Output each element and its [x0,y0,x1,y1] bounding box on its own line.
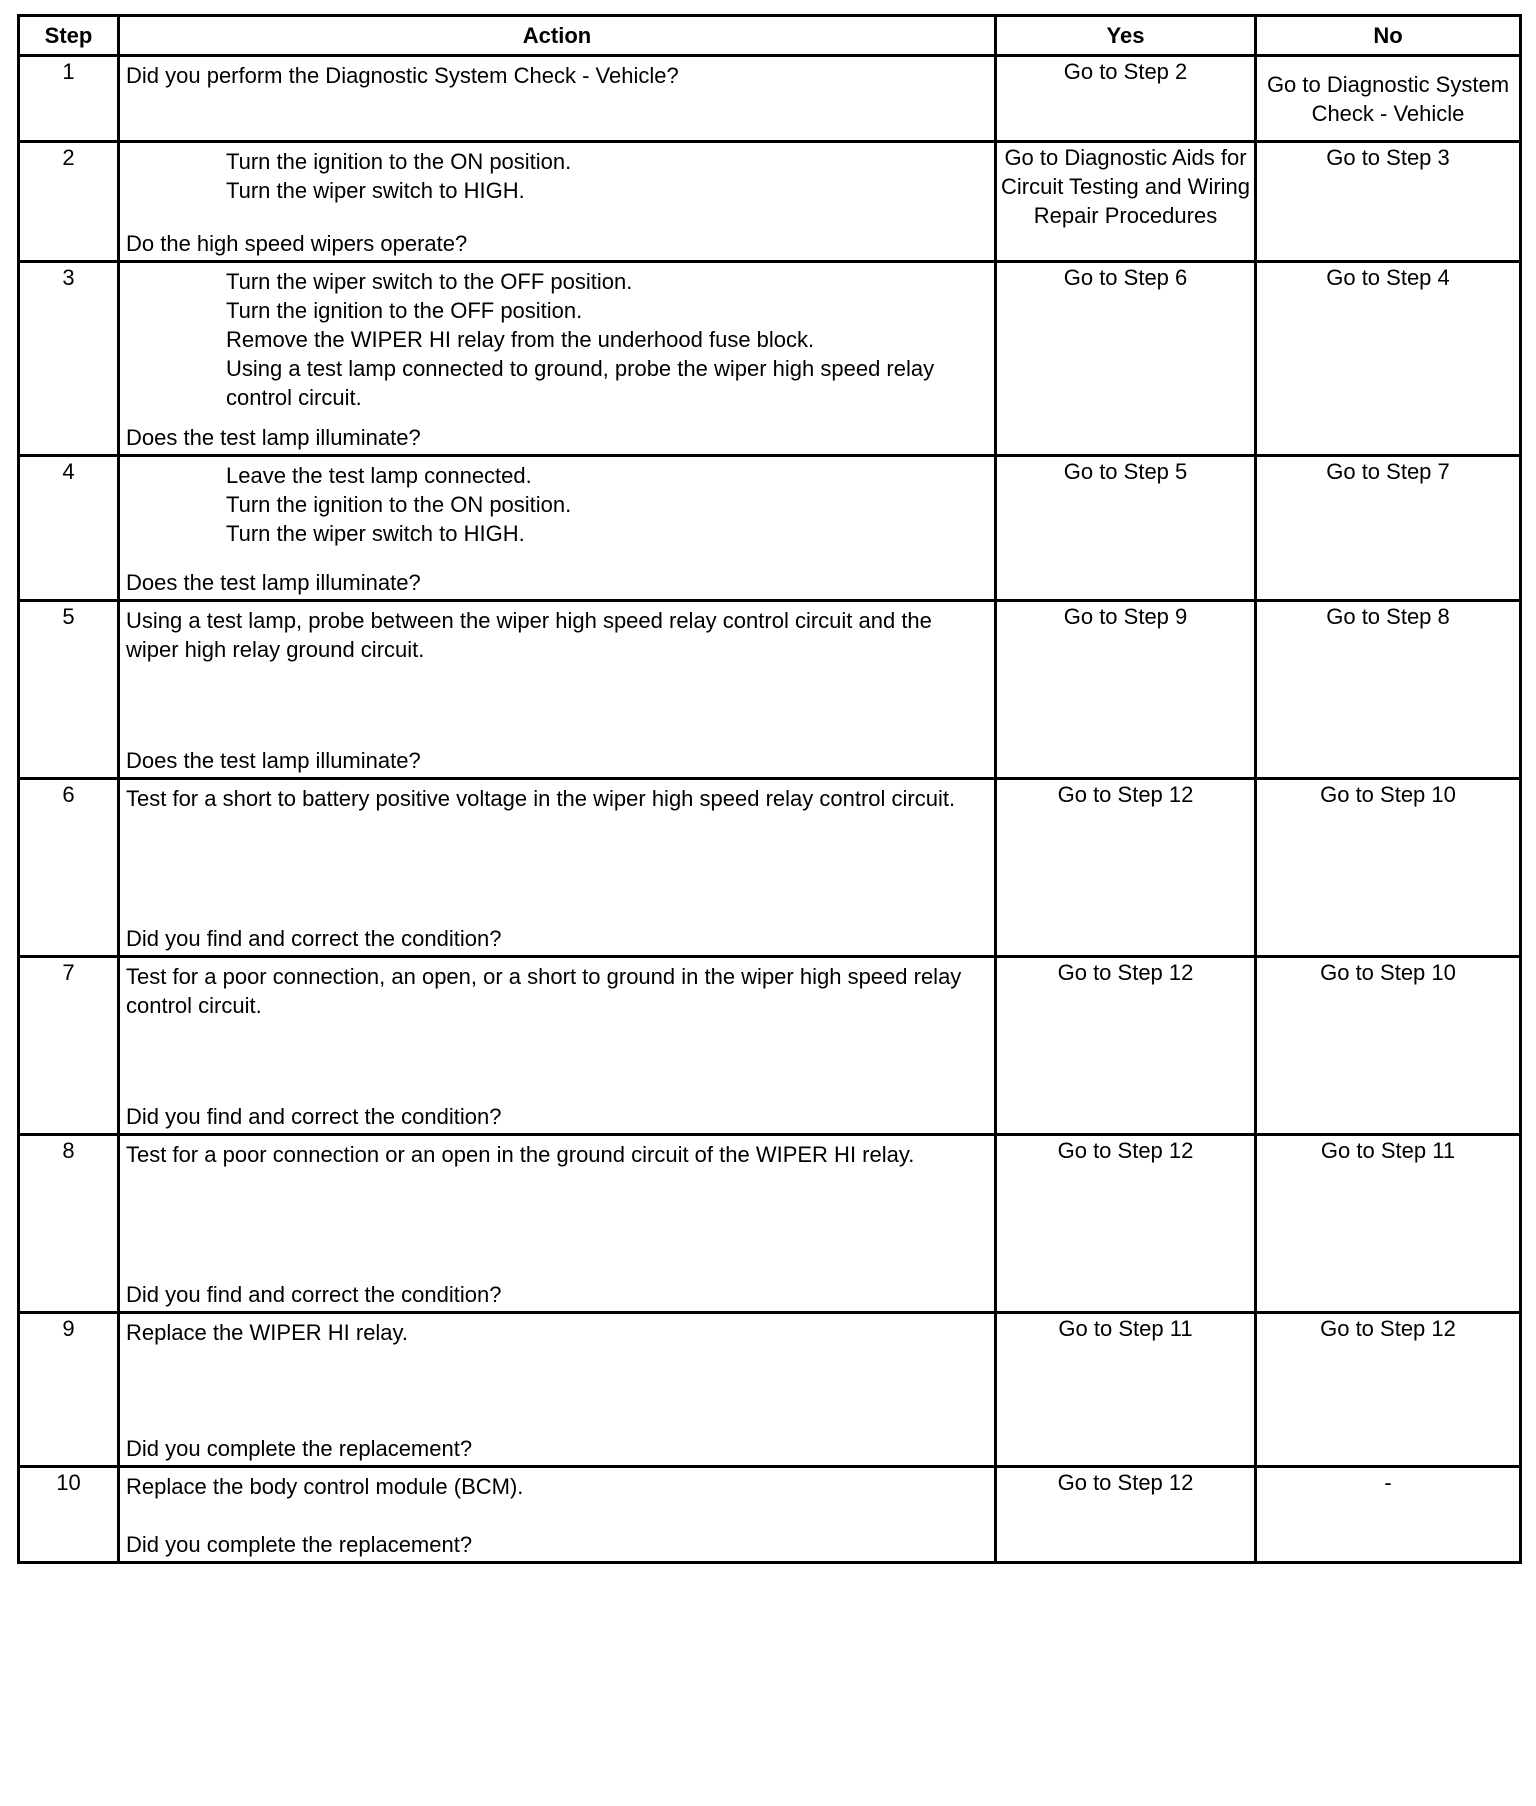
step-number: 2 [19,142,119,262]
action-cell [119,1313,996,1467]
no-result: - [1256,1467,1521,1563]
no-result: Go to Step 7 [1256,456,1521,601]
table-row [19,1467,1521,1563]
action-steps [126,606,990,664]
no-result: Go to Step 3 [1256,142,1521,262]
action-step-text: Test for a poor connection, an open, or a short to ground in the wiper high speed relay control circuit. [126,964,962,1018]
action-step-text: Replace the WIPER HI relay. [126,1320,409,1345]
header-no: No [1256,16,1521,56]
action-step-text: Turn the wiper switch to the OFF position. [226,269,633,294]
step-number: 10 [19,1467,119,1563]
header-step: Step [19,16,119,56]
action-cell [119,142,996,262]
action-cell [119,779,996,957]
yes-result: Go to Step 9 [996,601,1256,779]
yes-result: Go to Diagnostic Aids for Circuit Testing and Wiring Repair Procedures [996,142,1256,262]
step-number: 1 [19,56,119,142]
no-result: Go to Step 8 [1256,601,1521,779]
no-result: Go to Step 11 [1256,1135,1521,1313]
action-question: Did you complete the replacement? [126,1532,473,1557]
action-cell [119,957,996,1135]
header-action: Action [119,16,996,56]
action-steps [126,147,990,205]
table-row [19,142,1521,262]
action-step-text: Using a test lamp connected to ground, probe the wiper high speed relay control circuit. [226,356,935,410]
action-step-text: Turn the ignition to the OFF position. [226,298,583,323]
diagnostic-table [17,14,1522,1564]
action-step-text: Replace the body control module (BCM). [126,1474,524,1499]
action-step-text: Remove the WIPER HI relay from the underhood fuse block. [226,327,815,352]
yes-result: Go to Step 12 [996,1135,1256,1313]
yes-result: Go to Step 12 [996,779,1256,957]
action-cell [119,1135,996,1313]
no-result: Go to Diagnostic System Check - Vehicle [1256,56,1521,142]
table-row [19,601,1521,779]
step-number: 8 [19,1135,119,1313]
no-result: Go to Step 4 [1256,262,1521,456]
action-cell [119,262,996,456]
action-steps [126,461,990,548]
action-question: Did you find and correct the condition? [126,926,502,951]
yes-result: Go to Step 5 [996,456,1256,601]
action-steps [126,1140,990,1169]
table-row [19,456,1521,601]
action-step-text: Using a test lamp, probe between the wiper high speed relay control circuit and the wiper high relay ground circuit. [126,608,932,662]
action-step-text: Test for a short to battery positive voltage in the wiper high speed relay control circuit. [126,786,956,811]
action-step-text: Turn the ignition to the ON position. [226,492,572,517]
table-row [19,779,1521,957]
step-number: 4 [19,456,119,601]
action-steps [126,962,990,1020]
action-question: Do the high speed wipers operate? [126,231,468,256]
table-row [19,262,1521,456]
table-row [19,957,1521,1135]
action-step-text: Test for a poor connection or an open in the ground circuit of the WIPER HI relay. [126,1142,915,1167]
action-cell [119,456,996,601]
action-cell [119,1467,996,1563]
action-step-text: Did you perform the Diagnostic System Check - Vehicle? [126,63,679,88]
step-number: 9 [19,1313,119,1467]
yes-result: Go to Step 6 [996,262,1256,456]
action-step-text: Turn the wiper switch to HIGH. [226,178,525,203]
action-step-text: Leave the test lamp connected. [226,463,532,488]
action-steps [126,1318,990,1347]
action-question: Did you find and correct the condition? [126,1104,502,1129]
action-step-text: Turn the wiper switch to HIGH. [226,521,525,546]
action-question: Does the test lamp illuminate? [126,570,421,595]
table-row [19,1135,1521,1313]
step-number: 3 [19,262,119,456]
action-steps [126,1472,990,1501]
no-result: Go to Step 12 [1256,1313,1521,1467]
step-number: 6 [19,779,119,957]
table-body [19,56,1521,1563]
yes-result: Go to Step 12 [996,1467,1256,1563]
action-question: Did you complete the replacement? [126,1436,473,1461]
yes-result: Go to Step 2 [996,56,1256,142]
action-question: Does the test lamp illuminate? [126,425,421,450]
action-steps [126,784,990,813]
action-question: Did you find and correct the condition? [126,1282,502,1307]
no-result: Go to Step 10 [1256,779,1521,957]
header-row [19,16,1521,56]
action-cell [119,601,996,779]
no-result: Go to Step 10 [1256,957,1521,1135]
yes-result: Go to Step 12 [996,957,1256,1135]
action-step-text: Turn the ignition to the ON position. [226,149,572,174]
action-steps [126,61,990,90]
table-row [19,1313,1521,1467]
step-number: 5 [19,601,119,779]
table-row [19,56,1521,142]
action-cell [119,56,996,142]
action-steps [126,267,990,412]
header-yes: Yes [996,16,1256,56]
step-number: 7 [19,957,119,1135]
yes-result: Go to Step 11 [996,1313,1256,1467]
action-question: Does the test lamp illuminate? [126,748,421,773]
